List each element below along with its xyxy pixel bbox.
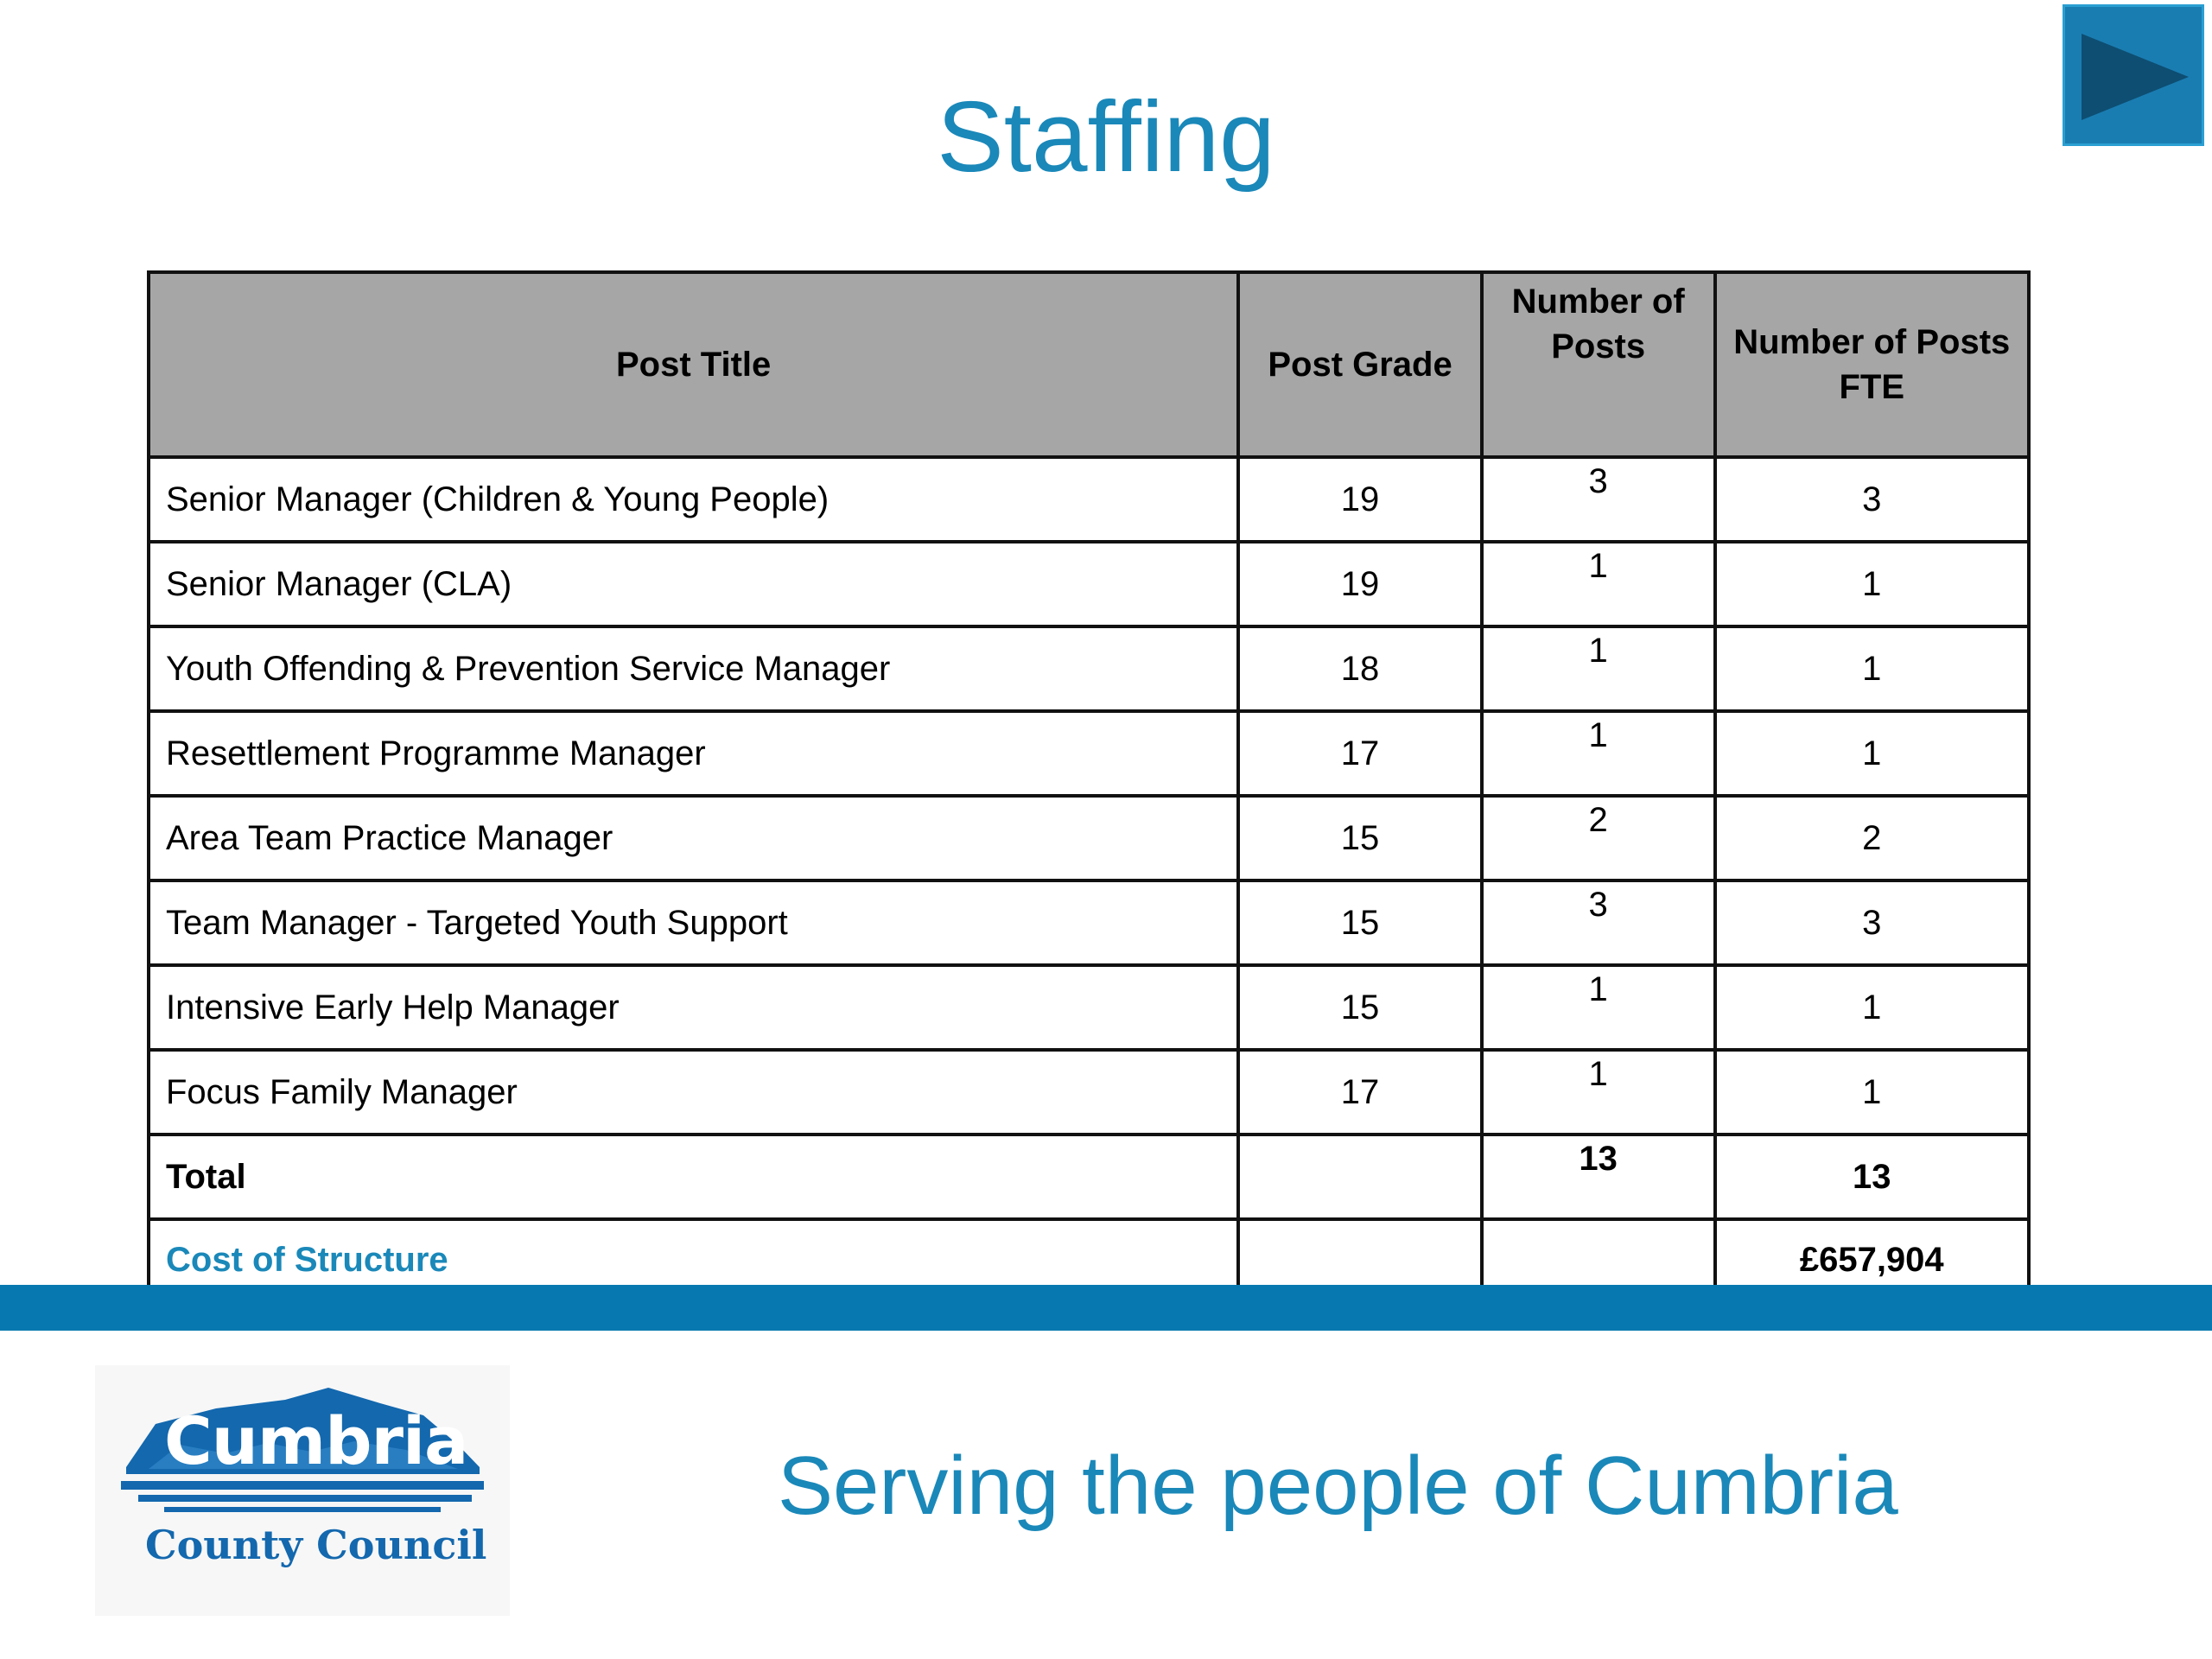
header-post-grade: Post Grade <box>1238 272 1482 457</box>
post-title-cell: Area Team Practice Manager <box>149 796 1238 880</box>
slide-title: Staffing <box>937 80 1275 193</box>
table-row <box>149 796 2029 880</box>
cost-of-structure-label: Cost of Structure <box>149 1219 1238 1300</box>
posts-fte-cell: 1 <box>1715 965 2030 1050</box>
posts-fte-cell: 1 <box>1715 1050 2030 1135</box>
number-of-posts-cell: 1 <box>1482 965 1715 1050</box>
number-of-posts-cell: 1 <box>1482 542 1715 626</box>
post-title-cell: Intensive Early Help Manager <box>149 965 1238 1050</box>
table-row <box>149 626 2029 711</box>
post-title-cell: Resettlement Programme Manager <box>149 711 1238 796</box>
number-of-posts-cell: 2 <box>1482 796 1715 880</box>
table-header-row <box>149 272 2029 457</box>
post-grade-cell: 17 <box>1238 1050 1482 1135</box>
posts-fte-cell: 2 <box>1715 796 2030 880</box>
post-grade-cell: 15 <box>1238 880 1482 965</box>
posts-fte-cell: 1 <box>1715 711 2030 796</box>
header-post-title: Post Title <box>149 272 1238 457</box>
number-of-posts-cell: 3 <box>1482 457 1715 542</box>
header-number-of-posts: Number of Posts <box>1482 272 1715 457</box>
footer-band <box>0 1285 2212 1331</box>
number-of-posts-cell: 3 <box>1482 880 1715 965</box>
post-title-cell: Youth Offending & Prevention Service Manager <box>149 626 1238 711</box>
post-grade-cell: 19 <box>1238 457 1482 542</box>
number-of-posts-cell: 1 <box>1482 1050 1715 1135</box>
table-row <box>149 457 2029 542</box>
tagline: Serving the people of Cumbria <box>778 1440 1898 1532</box>
play-triangle-icon <box>2063 4 2204 146</box>
posts-fte-cell: 1 <box>1715 626 2030 711</box>
table-row <box>149 1050 2029 1135</box>
posts-fte-cell: 1 <box>1715 542 2030 626</box>
post-grade-cell: 19 <box>1238 542 1482 626</box>
total-fte-cell: 13 <box>1715 1135 2030 1219</box>
header-number-of-posts-fte: Number of Posts FTE <box>1715 272 2030 457</box>
cost-of-structure-value: £657,904 <box>1715 1219 2030 1300</box>
post-grade-cell: 18 <box>1238 626 1482 711</box>
posts-fte-cell: 3 <box>1715 457 2030 542</box>
post-title-cell: Focus Family Manager <box>149 1050 1238 1135</box>
post-title-cell: Senior Manager (Children & Young People) <box>149 457 1238 542</box>
number-of-posts-cell: 1 <box>1482 711 1715 796</box>
table-row <box>149 711 2029 796</box>
total-grade-cell <box>1238 1135 1482 1219</box>
number-of-posts-cell: 1 <box>1482 626 1715 711</box>
logo-name: Cumbria <box>164 1402 468 1479</box>
post-grade-cell: 15 <box>1238 796 1482 880</box>
total-posts-cell: 13 <box>1482 1135 1715 1219</box>
staffing-table <box>147 270 2031 1302</box>
logo-subtitle: County Council <box>145 1522 487 1568</box>
table-row <box>149 542 2029 626</box>
post-grade-cell: 15 <box>1238 965 1482 1050</box>
next-slide-button[interactable] <box>2063 4 2204 146</box>
post-title-cell: Senior Manager (CLA) <box>149 542 1238 626</box>
post-grade-cell: 17 <box>1238 711 1482 796</box>
total-row <box>149 1135 2029 1219</box>
cumbria-county-council-logo <box>95 1365 510 1616</box>
table-row <box>149 965 2029 1050</box>
post-title-cell: Team Manager - Targeted Youth Support <box>149 880 1238 965</box>
total-label: Total <box>149 1135 1238 1219</box>
posts-fte-cell: 3 <box>1715 880 2030 965</box>
table-row <box>149 880 2029 965</box>
